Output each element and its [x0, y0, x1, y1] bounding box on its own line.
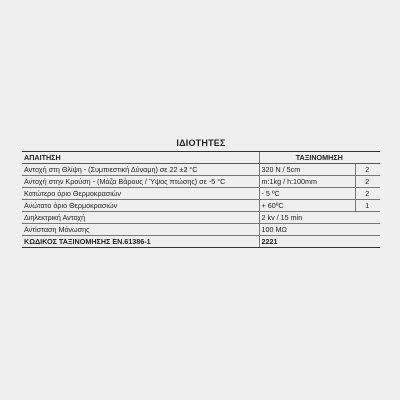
- properties-document: [22, 138, 380, 248]
- row-requirement: Αντοχή στην Κρούση - (Μάζα Βάρους / Ύψος πτώσης) σε -5 °C: [22, 176, 259, 188]
- row-value: - 5 ºC: [259, 188, 355, 200]
- row-requirement: Αντοχή στη Θλίψη - (Συμπιεστική Δύναμη) σε 22 ±2 °C: [22, 164, 259, 176]
- row-class: 2: [355, 188, 380, 200]
- classification-code-row: [22, 236, 380, 248]
- row-requirement: Αντίσταση Μόνωσης: [22, 224, 259, 236]
- table-row: [22, 200, 380, 212]
- row-class: 2: [355, 176, 380, 188]
- code-value: 2221: [259, 236, 380, 248]
- table-row: [22, 212, 380, 224]
- document-title: ΙΔΙΟΤΗΤΕΣ: [176, 138, 226, 148]
- row-value: m:1kg / h:100mm: [259, 176, 355, 188]
- table-row: [22, 164, 380, 176]
- table-row: [22, 224, 380, 236]
- row-class: 2: [355, 164, 380, 176]
- table-row: [22, 176, 380, 188]
- row-class: 1: [355, 200, 380, 212]
- row-value: + 60ºC: [259, 200, 355, 212]
- code-label: ΚΩΔΙΚΟΣ ΤΑΞΙΝΟΜΗΣΗΣ EN.61386-1: [22, 236, 259, 248]
- row-requirement: Κατώτερο όριο Θερμοκρασιών: [22, 188, 259, 200]
- row-value: 2 kv / 15 min: [259, 212, 380, 224]
- row-requirement: Διηλεκτρική Αντοχή: [22, 212, 259, 224]
- row-value: 100 MΩ: [259, 224, 380, 236]
- header-requirement: ΑΠΑΙΤΗΣΗ: [22, 152, 259, 164]
- header-classification: ΤΑΞΙΝΟΜΗΣΗ: [259, 152, 380, 164]
- table-row: [22, 188, 380, 200]
- properties-table: [22, 151, 380, 248]
- row-value: 320 N / 5cm: [259, 164, 355, 176]
- table-header-row: [22, 152, 380, 164]
- row-requirement: Ανώτατο όριο Θερμοκρασιών: [22, 200, 259, 212]
